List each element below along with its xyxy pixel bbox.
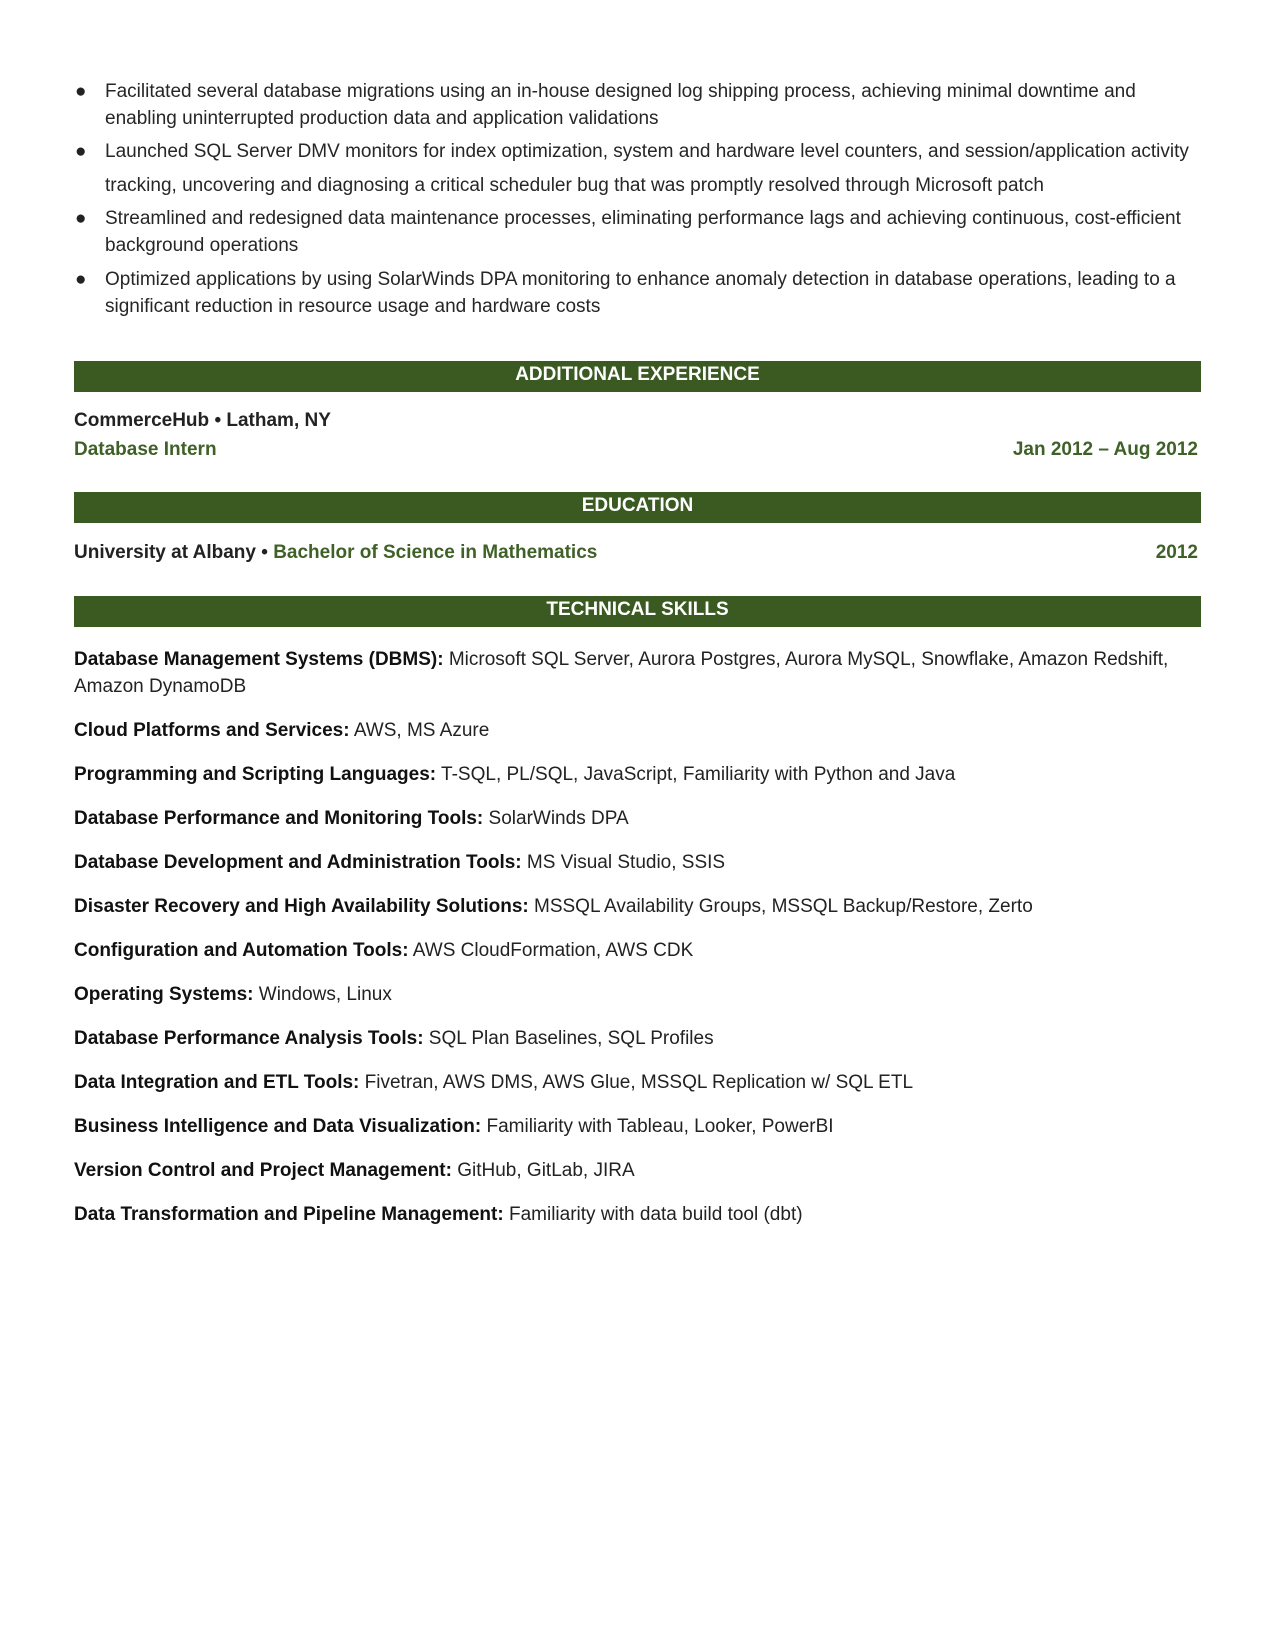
bullet-item — [74, 135, 1201, 203]
skill-value: Windows, Linux — [258, 984, 392, 1005]
skill-label: Configuration and Automation Tools: — [74, 940, 409, 961]
skill-item — [74, 1069, 1198, 1096]
role-title: Database Intern — [74, 439, 217, 460]
education-line — [74, 541, 1198, 565]
graduation-year: 2012 — [1155, 542, 1198, 563]
skill-value: AWS, MS Azure — [353, 720, 490, 741]
technical-skills-list — [74, 646, 1198, 1245]
skill-value: Familiarity with Tableau, Looker, PowerBI — [486, 1116, 834, 1137]
skill-label: Disaster Recovery and High Availability Solutions: — [74, 896, 529, 917]
skill-value: MSSQL Availability Groups, MSSQL Backup/Restore, Zerto — [534, 896, 1033, 917]
skill-value: Familiarity with data build tool (dbt) — [508, 1204, 803, 1225]
separator: • — [261, 542, 268, 563]
bullet-dot-icon: ● — [75, 208, 87, 229]
additional-experience-role-line — [74, 438, 1198, 462]
section-heading-additional-experience: ADDITIONAL EXPERIENCE — [74, 361, 1201, 392]
skill-value: Fivetran, AWS DMS, AWS Glue, MSSQL Replication w/ SQL ETL — [364, 1072, 914, 1093]
additional-experience-company-line — [74, 409, 1198, 433]
skill-item — [74, 849, 1198, 876]
skill-item — [74, 1113, 1198, 1140]
degree-name: Bachelor of Science in Mathematics — [273, 542, 598, 563]
skill-item — [74, 981, 1198, 1008]
bullet-item — [74, 266, 1201, 320]
section-heading-technical-skills: TECHNICAL SKILLS — [74, 596, 1201, 627]
company-location: Latham, NY — [226, 410, 331, 431]
skill-label: Data Integration and ETL Tools: — [74, 1072, 360, 1093]
skill-label: Database Performance Analysis Tools: — [74, 1028, 424, 1049]
school-name: University at Albany — [74, 542, 256, 563]
skill-value: GitHub, GitLab, JIRA — [457, 1160, 635, 1181]
section-heading-education: EDUCATION — [74, 492, 1201, 523]
skill-item — [74, 761, 1198, 788]
skill-value: MS Visual Studio, SSIS — [526, 852, 726, 873]
bullet-dot-icon: ● — [75, 269, 87, 290]
skill-label: Programming and Scripting Languages: — [74, 764, 437, 785]
skill-label: Database Management Systems (DBMS): — [74, 649, 444, 670]
skill-value: T-SQL, PL/SQL, JavaScript, Familiarity with Python and Java — [441, 764, 956, 785]
skill-value: SolarWinds DPA — [488, 808, 629, 829]
skill-label: Database Development and Administration Tools: — [74, 852, 522, 873]
skill-label: Database Performance and Monitoring Tools: — [74, 808, 484, 829]
bullet-text: Launched SQL Server DMV monitors for index optimization, system and hardware level counters, and session/application activity tracking, uncovering and diagnosing a critical scheduler bug that was promptly resolved through Microsoft patch — [105, 141, 1189, 196]
skill-item — [74, 1157, 1198, 1184]
skill-value: Microsoft SQL Server, Aurora Postgres, Aurora MySQL, Snowflake, Amazon Redshift, Amazon DynamoDB — [74, 649, 1169, 697]
skill-label: Operating Systems: — [74, 984, 254, 1005]
skill-value: SQL Plan Baselines, SQL Profiles — [428, 1028, 714, 1049]
bullet-text: Streamlined and redesigned data maintenance processes, eliminating performance lags and achieving continuous, cost-efficient background operations — [105, 208, 1181, 256]
skill-label: Business Intelligence and Data Visualization: — [74, 1116, 482, 1137]
skill-item — [74, 1025, 1198, 1052]
experience-bullet-list — [74, 78, 1201, 327]
company-name: CommerceHub — [74, 410, 210, 431]
skill-value: AWS CloudFormation, AWS CDK — [412, 940, 694, 961]
skill-item — [74, 893, 1198, 920]
bullet-item — [74, 205, 1201, 259]
skill-item — [74, 805, 1198, 832]
skill-label: Version Control and Project Management: — [74, 1160, 452, 1181]
skill-item — [74, 1201, 1198, 1228]
bullet-item — [74, 78, 1201, 132]
bullet-dot-icon: ● — [75, 141, 87, 162]
skill-item — [74, 937, 1198, 964]
bullet-text: Facilitated several database migrations using an in-house designed log shipping process, achieving minimal downtime and enabling uninterrupted production data and application validations — [105, 81, 1136, 129]
skill-label: Cloud Platforms and Services: — [74, 720, 350, 741]
separator: • — [214, 410, 222, 431]
bullet-dot-icon: ● — [75, 81, 87, 102]
skill-label: Data Transformation and Pipeline Management: — [74, 1204, 504, 1225]
bullet-text: Optimized applications by using SolarWinds DPA monitoring to enhance anomaly detection in database operations, leading to a significant reduction in resource usage and hardware costs — [105, 269, 1176, 317]
skill-item — [74, 717, 1198, 744]
skill-item — [74, 646, 1198, 700]
role-dates: Jan 2012 – Aug 2012 — [1012, 439, 1198, 460]
